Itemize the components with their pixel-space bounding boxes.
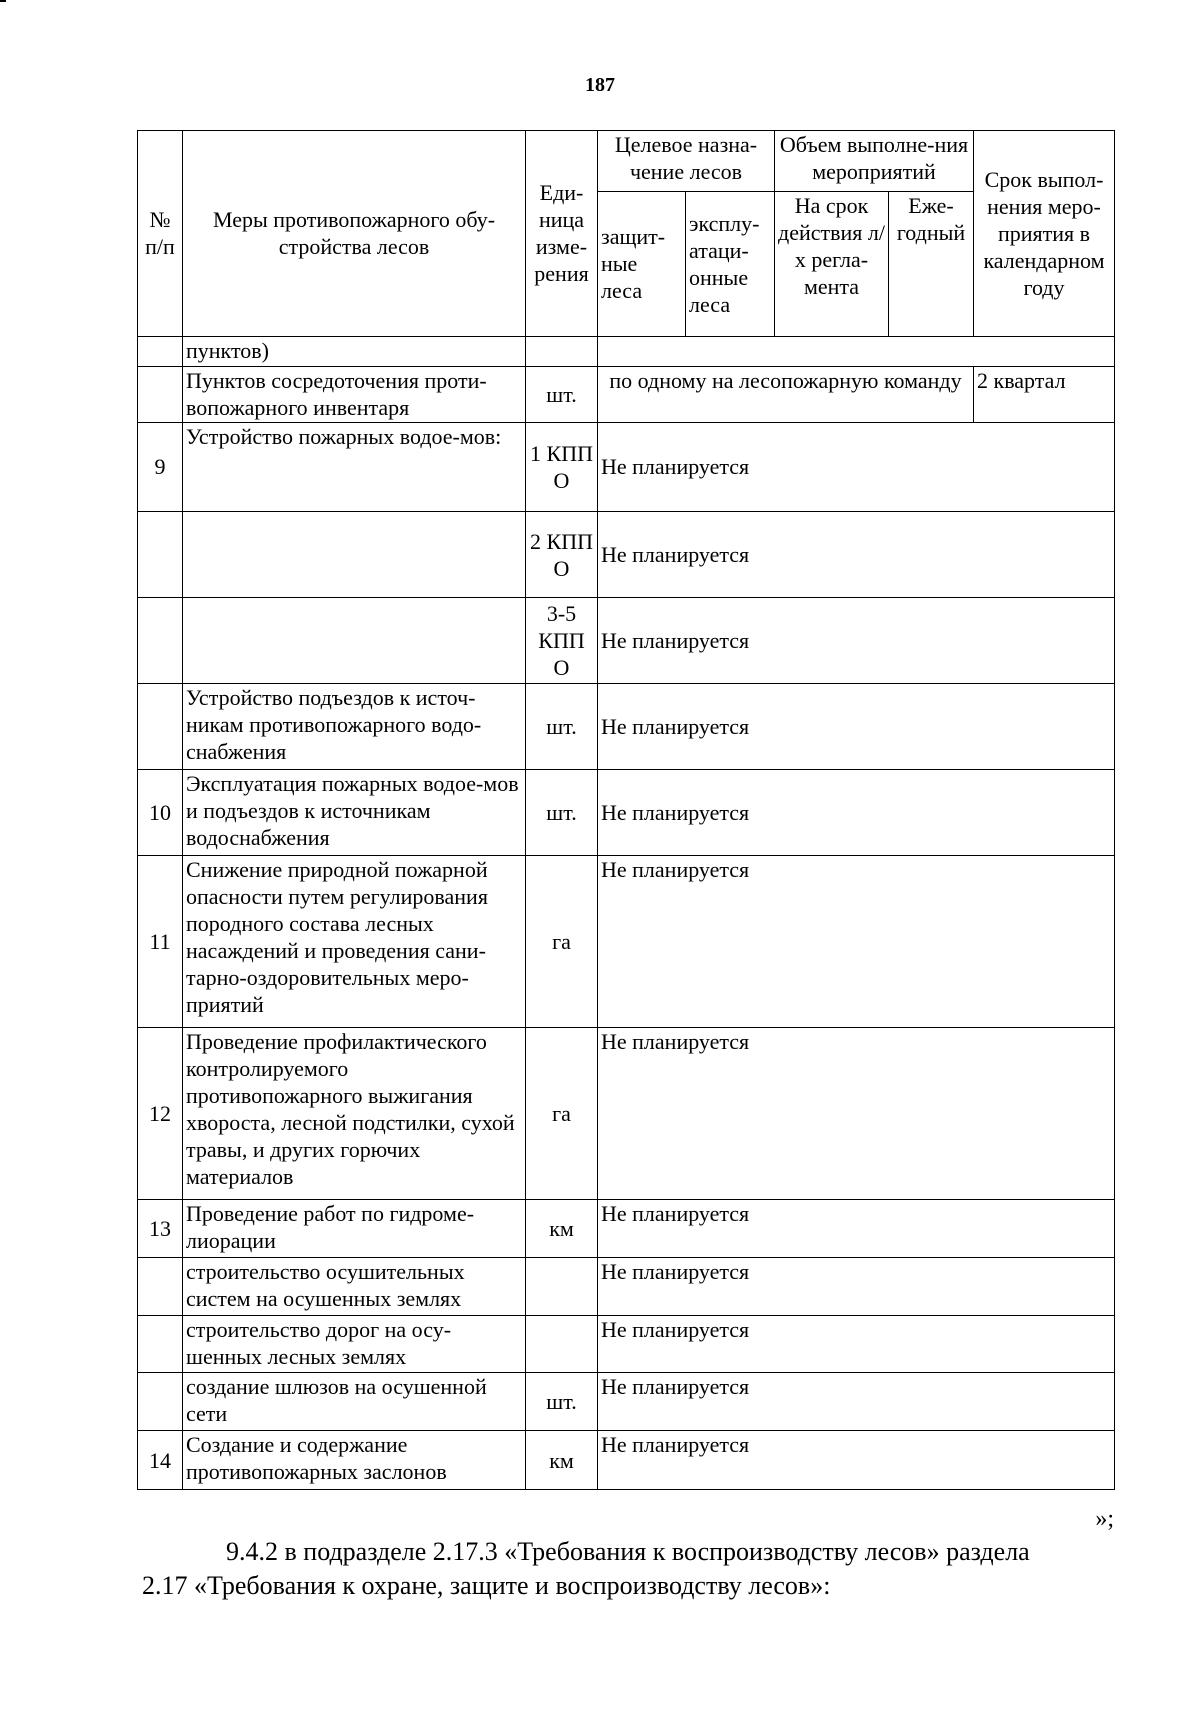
header-regulation-period: На срок действия л/х регла-мента	[775, 191, 889, 336]
header-exploitation: эксплу-атаци-онные леса	[686, 191, 775, 336]
scan-mark	[0, 0, 6, 2]
paragraph-line-first: 9.4.2 в подразделе 2.17.3 «Требования к воспроизводству лесов» раздела	[226, 1537, 1030, 1566]
table-row: создание шлюзов на осушенной сети шт. Не планируется	[138, 1373, 1115, 1431]
table-row: 14 Создание и содержание противопожарных заслонов км Не планируется	[138, 1431, 1115, 1490]
table-row: 3-5 КПП О Не планируется	[138, 598, 1115, 684]
header-num: № п/п	[138, 131, 183, 337]
header-measures: Меры противопожарного обу-стройства лесов	[183, 131, 526, 337]
header-annual: Еже-годный	[889, 191, 974, 336]
table-row: 2 КПП О Не планируется	[138, 512, 1115, 598]
table-row: Пунктов сосредоточения проти-вопожарного инвентаря шт. по одному на лесопожарную команду 2 квартал	[138, 367, 1115, 423]
closing-quote: »;	[1095, 1506, 1114, 1532]
table-row: строительство осушительных систем на осушенных землях Не планируется	[138, 1257, 1115, 1315]
header-volume: Объем выполне-ния мероприятий	[775, 131, 974, 192]
header-unit: Еди-ница изме-рения	[526, 131, 598, 337]
table-row: 9 Устройство пожарных водое-мов: 1 КПП О Не планируется	[138, 422, 1115, 511]
table-row: 12 Проведение профилактического контролируемого противопожарного выжигания хвороста, лесной подстилки, сухой травы, и других горючих материалов га Не планируется	[138, 1027, 1115, 1199]
body-paragraph	[142, 1535, 1117, 1603]
table-row: 10 Эксплуатация пожарных водое-мов и подъездов к источникам водоснабжения шт. Не планируется	[138, 770, 1115, 855]
table-row: Устройство подъездов к источ-никам противопожарного водо-снабжения шт. Не планируется	[138, 684, 1115, 770]
header-purpose: Целевое назна-чение лесов	[598, 131, 775, 192]
paragraph-line-second: 2.17 «Требования к охране, защите и воспроизводству лесов»:	[142, 1571, 831, 1600]
fire-measures-table	[137, 130, 1115, 1490]
header-protective: защит-ные леса	[598, 191, 686, 336]
table-row: 13 Проведение работ по гидроме-лиорации км Не планируется	[138, 1200, 1115, 1258]
page-number: 187	[585, 74, 615, 96]
table-row: строительство дорог на осу-шенных лесных землях Не планируется	[138, 1315, 1115, 1373]
table-row: 11 Снижение природной пожарной опасности путем регулирования породного состава лесных насаждений и проведения сани-тарно-оздоровительных меро-приятий га Не планируется	[138, 855, 1115, 1027]
header-deadline: Срок выпол-нения меро-приятия в календарном году	[974, 131, 1115, 337]
table-row: пунктов)	[138, 336, 1115, 366]
